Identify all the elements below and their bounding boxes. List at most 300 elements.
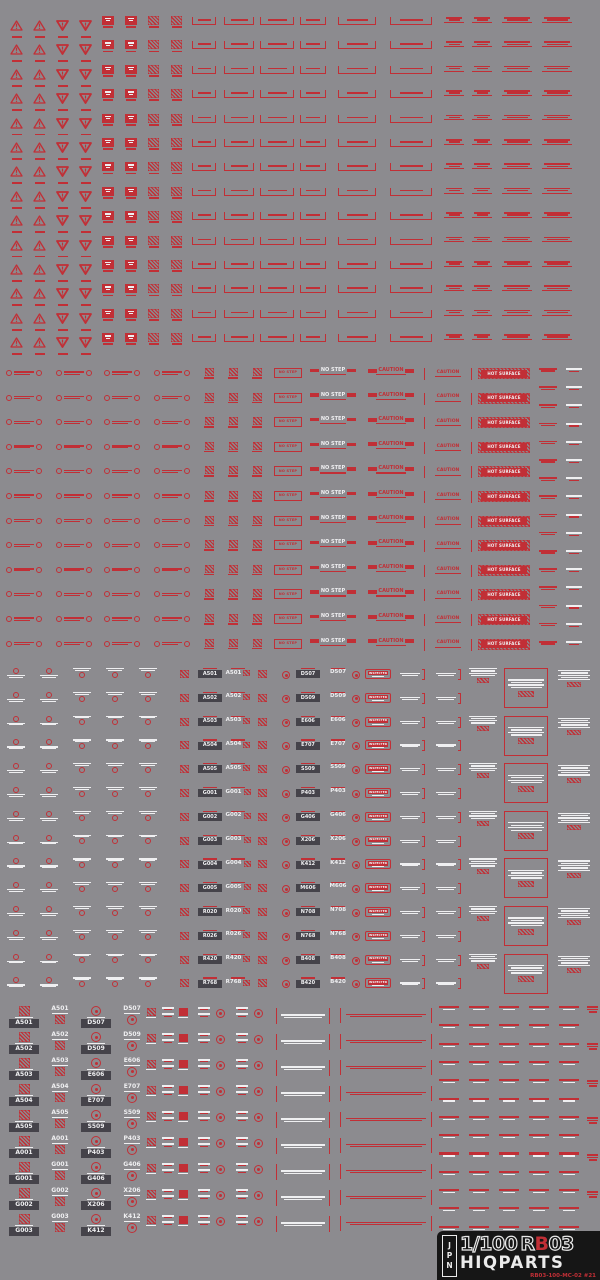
- micro-text: [471, 960, 495, 961]
- micro-text: [402, 937, 418, 938]
- code-chip-white: [326, 858, 350, 866]
- micro-text: [558, 817, 590, 818]
- bracket-underline: [390, 90, 432, 98]
- striped-square-icon: [148, 114, 159, 123]
- striped-square-decal: [258, 860, 267, 868]
- micro-text: [75, 741, 89, 742]
- decal-row: [310, 589, 355, 594]
- micro-text: [469, 1006, 489, 1008]
- text-strip-decal: [390, 310, 432, 318]
- striped-square-decal: [180, 932, 189, 940]
- micro-text: [347, 43, 368, 45]
- text-strip-decal: [300, 66, 326, 74]
- filled-square-decal: [102, 40, 114, 52]
- micro-text: [558, 670, 590, 671]
- micro-text: [559, 1079, 579, 1081]
- warning-triangle-decal: [33, 211, 46, 233]
- code-chip: [296, 765, 320, 773]
- ring-icon: [112, 696, 118, 702]
- striped-square-icon: [229, 442, 238, 450]
- ring-icon: [36, 616, 42, 622]
- ring-icon: [13, 739, 19, 745]
- micro-text: [284, 1147, 322, 1148]
- decal-label: X206: [300, 837, 316, 844]
- bracket-underline: [260, 188, 294, 196]
- ring-label-decal: [36, 977, 62, 987]
- micro-text: [35, 280, 45, 282]
- filled-square-icon: [125, 284, 137, 293]
- micro-text: [12, 134, 22, 136]
- micro-text: [376, 399, 406, 400]
- micro-text: [14, 519, 34, 520]
- micro-text: [200, 1120, 208, 1121]
- decal-label: E707: [301, 742, 315, 749]
- micro-text: [533, 1137, 545, 1138]
- ring-icon: [56, 518, 62, 524]
- bracket-label-decal: [400, 764, 426, 775]
- micro-text: [533, 1210, 545, 1211]
- micro-text: [539, 586, 557, 588]
- code-chip: [81, 1071, 111, 1080]
- inverted-triangle-decal: [79, 162, 92, 184]
- code-chip: [296, 837, 320, 845]
- spec-chip-decal: [542, 188, 572, 194]
- code-chip-dark: [198, 954, 222, 964]
- micro-text: [204, 623, 214, 625]
- text-strip-decal: [260, 139, 294, 147]
- micro-text: [542, 241, 572, 242]
- side-bar: [405, 639, 414, 643]
- ring-icon: [86, 616, 92, 622]
- micro-text: [499, 1226, 519, 1228]
- bracket-underline: [338, 261, 376, 269]
- donut-icon: [254, 1191, 263, 1200]
- striped-square-decal: [180, 718, 189, 726]
- ring-label-decal: [135, 716, 161, 726]
- micro-text: [443, 1210, 455, 1211]
- hatch-bar: [567, 682, 581, 687]
- ring-decal: [282, 742, 290, 750]
- mini-text-decal: [538, 586, 558, 590]
- red-text-item: [466, 1134, 492, 1138]
- striped-square-icon: [253, 589, 262, 597]
- striped-square-icon: [229, 614, 238, 622]
- micro-text: [178, 1173, 188, 1174]
- striped-square-icon: [171, 89, 182, 98]
- micro-text: [559, 1134, 579, 1136]
- warning-triangle-icon: [10, 284, 23, 303]
- micro-text: [231, 141, 248, 143]
- striped-square-decal: [171, 114, 182, 126]
- mini-chip-stack: [196, 1189, 212, 1199]
- hot-surface-band: [481, 370, 527, 378]
- text-strip-decal: [390, 212, 432, 220]
- ring-icon: [184, 468, 190, 474]
- mini-chip-stack: [234, 1085, 250, 1095]
- micro-text: [438, 865, 454, 866]
- bracket-box-decal: [276, 1008, 330, 1024]
- code-chip: [9, 1227, 39, 1236]
- striped-square-decal: [148, 187, 159, 199]
- text-block-decal: [468, 668, 498, 683]
- bracket-underline: [192, 115, 216, 123]
- red-text-item: [556, 1079, 582, 1083]
- side-bar: [368, 541, 377, 545]
- code-pair-cell: [118, 1188, 146, 1207]
- bracket-underline: [192, 237, 216, 245]
- decal-row: [368, 589, 414, 594]
- micro-text: [347, 239, 368, 241]
- spec-chip-decal: [444, 212, 464, 218]
- micro-text: [561, 910, 588, 911]
- side-bar: [310, 418, 319, 422]
- decal-label: CAUTION: [378, 613, 404, 619]
- striped-square-icon: [55, 1041, 65, 1050]
- striped-square-icon: [148, 162, 159, 171]
- inverted-triangle-icon: [79, 89, 92, 108]
- micro-text: [508, 679, 544, 680]
- bracket-underline: [192, 139, 216, 147]
- micro-text: [561, 915, 588, 916]
- micro-text: [112, 398, 128, 399]
- red-text-item: [556, 1061, 582, 1065]
- inspected-band: [368, 814, 388, 819]
- micro-text: [503, 1229, 515, 1230]
- ring-label-decal: [3, 787, 29, 797]
- mini-text-decal: [538, 386, 558, 390]
- micro-text: [376, 374, 406, 375]
- decal-label: NO STEP: [278, 567, 298, 572]
- ring-pair-decal: [56, 493, 100, 499]
- code-chip: [296, 884, 320, 892]
- micro-text: [306, 92, 320, 94]
- micro-text: [449, 288, 460, 289]
- micro-text: [149, 99, 159, 101]
- micro-text: [439, 1079, 459, 1081]
- bracket-label-decal: [400, 883, 426, 894]
- micro-text: [547, 166, 568, 167]
- micro-text: [162, 447, 178, 448]
- micro-text: [542, 290, 572, 291]
- micro-text: [58, 231, 68, 233]
- micro-text: [566, 586, 582, 588]
- hot-surface-band: [481, 443, 527, 451]
- decal-label: A505: [225, 764, 242, 771]
- code-chip-dark: [296, 668, 320, 678]
- micro-text: [502, 241, 532, 242]
- micro-text-block: [162, 568, 182, 571]
- side-bar: [347, 467, 356, 471]
- micro-text: [203, 977, 217, 978]
- micro-text: [162, 593, 182, 594]
- micro-text: [566, 623, 582, 625]
- no-step-outline-decal: [274, 442, 302, 452]
- bracket-underline: [338, 310, 376, 318]
- micro-text: [529, 1043, 549, 1045]
- bracket-box: [276, 1008, 330, 1024]
- micro-text: [569, 444, 579, 445]
- donut-icon: [282, 838, 290, 846]
- warning-triangle-icon: [10, 114, 23, 133]
- bracket-box: [276, 1164, 330, 1180]
- bracket-underline: [192, 212, 216, 220]
- ring-icon: [134, 567, 140, 573]
- inspected-band: [368, 671, 388, 676]
- micro-text: [178, 1199, 188, 1200]
- decal-label: N708: [300, 908, 316, 915]
- ring-icon: [154, 591, 160, 597]
- micro-text: [477, 239, 488, 240]
- striped-square-decal: [258, 741, 267, 749]
- bracket-underline: [224, 188, 254, 196]
- hot-surface-decal: [478, 516, 530, 527]
- micro-text: [238, 1120, 246, 1121]
- micro-text: [103, 173, 113, 175]
- micro-text: [472, 119, 492, 120]
- ring-label-decal: [102, 882, 128, 892]
- micro-text: [507, 92, 528, 93]
- micro-text: [320, 374, 346, 375]
- micro-text: [507, 239, 528, 240]
- micro-text: [112, 445, 132, 446]
- text-block-decal: [468, 858, 498, 873]
- micro-text: [473, 1100, 485, 1101]
- micro-text: [172, 270, 182, 272]
- text-strip-decal: [192, 188, 216, 196]
- inverted-triangle-icon: [79, 284, 92, 303]
- micro-text: [281, 1222, 325, 1223]
- micro-text: [558, 727, 590, 728]
- ring-icon: [36, 641, 42, 647]
- micro-text: [238, 1042, 246, 1043]
- micro-text: [438, 889, 454, 890]
- striped-square-icon: [205, 614, 214, 622]
- ring-decal: [352, 790, 360, 798]
- micro-text: [105, 213, 111, 214]
- text-block-decal: [468, 763, 498, 778]
- text-strip-decal: [192, 310, 216, 318]
- bracket-icon: [458, 907, 462, 918]
- micro-text: [511, 830, 542, 831]
- striped-square-decal: [171, 65, 182, 77]
- filled-square-icon: [125, 187, 137, 196]
- decal-row: [310, 516, 355, 521]
- bracket-underline: [338, 237, 376, 245]
- decal-label: NO STEP: [278, 640, 298, 645]
- micro-text: [346, 1040, 426, 1041]
- micro-text: [372, 938, 384, 939]
- micro-text: [511, 825, 542, 826]
- micro-text: [252, 598, 262, 600]
- red-text-item: [466, 1116, 492, 1120]
- text-strip-decal: [260, 163, 294, 171]
- micro-text: [112, 617, 132, 618]
- decal-label: E606: [330, 716, 346, 723]
- micro-text: [558, 679, 590, 680]
- bracket-box: [340, 1190, 432, 1205]
- filled-square-icon: [102, 89, 114, 98]
- striped-square-icon: [19, 1188, 30, 1198]
- striped-square-icon: [243, 742, 250, 748]
- text-strip-decal: [300, 17, 326, 25]
- micro-text: [544, 334, 570, 336]
- micro-text: [149, 319, 159, 321]
- red-text-item: [526, 1024, 552, 1028]
- striped-square-icon: [258, 884, 267, 892]
- ring-icon: [154, 468, 160, 474]
- micro-text: [164, 1113, 172, 1114]
- micro-text: [81, 134, 91, 136]
- micro-text: [435, 376, 461, 377]
- micro-text: [477, 117, 488, 118]
- micro-text: [502, 193, 532, 194]
- bracket-box: [424, 589, 472, 601]
- micro-text: [547, 214, 568, 215]
- filled-square-decal: [178, 1060, 188, 1070]
- micro-text: [400, 190, 423, 192]
- micro-text: [533, 1027, 545, 1028]
- micro-text: [561, 815, 588, 816]
- micro-text: [112, 644, 128, 645]
- micro-text: [35, 329, 45, 331]
- donut-icon: [127, 1223, 137, 1233]
- outline-box: [274, 639, 302, 649]
- micro-text: [64, 568, 84, 569]
- micro-text: [12, 109, 22, 111]
- decal-label: CAUTION: [378, 367, 404, 373]
- striped-square-decal: [146, 1112, 156, 1122]
- inspected-chip: [364, 978, 392, 988]
- side-bar: [347, 566, 356, 570]
- side-bar: [405, 516, 414, 520]
- micro-text: [164, 1198, 172, 1199]
- micro-text: [112, 470, 132, 471]
- striped-square-icon: [229, 368, 238, 376]
- striped-frame: [478, 516, 530, 527]
- ring-decal: [352, 980, 360, 988]
- series-letter-r: R: [520, 1233, 535, 1255]
- spec-chip-decal: [542, 17, 572, 23]
- warning-triangle-decal: [10, 162, 23, 184]
- micro-text-block: [112, 617, 132, 620]
- bracket-underline: [338, 90, 376, 98]
- code-chip-white: [326, 977, 350, 985]
- decal-label: D507: [87, 1019, 105, 1027]
- red-text-item: [556, 1006, 582, 1010]
- hatch-bar: [567, 730, 581, 735]
- striped-square-icon: [147, 1008, 156, 1016]
- decal-label: NO STEP: [320, 563, 346, 570]
- bracket-icon: [422, 693, 426, 704]
- micro-text: [126, 26, 136, 28]
- striped-square-icon: [205, 466, 214, 474]
- micro-text: [502, 22, 532, 23]
- ring-icon: [56, 591, 62, 597]
- spec-chip-decal: [502, 334, 532, 340]
- micro-text-block: [112, 642, 132, 645]
- hot-surface-decal: [478, 417, 530, 428]
- red-text-item: [436, 1171, 462, 1175]
- red-text-item: [496, 1043, 522, 1047]
- decal-label: CAUTION: [378, 563, 404, 570]
- white-chip-decal: [562, 586, 586, 590]
- side-bar: [368, 467, 377, 471]
- micro-text: [443, 1046, 455, 1047]
- micro-text: [566, 605, 582, 607]
- micro-text: [471, 865, 495, 866]
- striped-square-icon: [148, 309, 159, 318]
- ring-icon: [56, 641, 62, 647]
- micro-text-block: [112, 494, 132, 497]
- micro-text: [504, 334, 530, 336]
- text-strip-decal: [260, 285, 294, 293]
- micro-text: [471, 956, 495, 957]
- decal-label: D509: [87, 1045, 105, 1053]
- micro-text: [198, 312, 211, 314]
- micro-text: [35, 134, 45, 136]
- outline-box: [274, 417, 302, 427]
- mini-text-decal: [538, 623, 558, 627]
- striped-square-icon: [180, 741, 189, 749]
- bracket-icon: [458, 931, 462, 942]
- micro-text: [52, 1117, 68, 1118]
- donut-icon: [91, 1006, 101, 1016]
- code-chip-white: [226, 835, 250, 843]
- white-chip-decal: [562, 532, 586, 536]
- micro-text: [541, 571, 555, 572]
- bracket-underline: [390, 285, 432, 293]
- striped-square-decal: [180, 956, 189, 964]
- micro-text: [347, 117, 368, 119]
- side-bar: [347, 590, 356, 594]
- ring-pair-decal: [154, 419, 198, 425]
- filled-square-decal: [125, 40, 137, 52]
- code-chip: [198, 932, 222, 940]
- ring-label-decal: [135, 930, 161, 940]
- micro-text: [444, 119, 464, 120]
- filled-square-icon: [125, 16, 137, 25]
- ring-label-decal: [69, 882, 95, 892]
- code-chip: [296, 908, 320, 916]
- ring-icon: [36, 444, 42, 450]
- ring-pair-decal: [6, 395, 50, 401]
- micro-text: [162, 642, 182, 643]
- striped-square-icon: [229, 466, 238, 474]
- code-pair-cell: [80, 1032, 112, 1054]
- mini-chip-stack: [160, 1137, 176, 1147]
- ring-label-decal: [3, 977, 29, 987]
- micro-text: [228, 648, 238, 650]
- donut-icon: [127, 1145, 137, 1155]
- micro-text: [511, 967, 542, 968]
- code-chip-dark: [198, 811, 222, 821]
- micro-text: [350, 1068, 422, 1069]
- micro-text: [477, 166, 488, 167]
- micro-text: [542, 95, 572, 96]
- micro-text-block: [162, 519, 182, 522]
- micro-text: [472, 339, 492, 340]
- code-row: [226, 789, 251, 795]
- ring-decal: [352, 695, 360, 703]
- ring-decal: [254, 1139, 263, 1148]
- micro-text: [435, 401, 461, 402]
- micro-text: [350, 1198, 422, 1199]
- micro-text: [301, 787, 315, 788]
- striped-square-icon: [253, 639, 262, 647]
- micro-text: [544, 17, 570, 19]
- red-text-item: [466, 1152, 492, 1156]
- striped-square-decal: [180, 979, 189, 987]
